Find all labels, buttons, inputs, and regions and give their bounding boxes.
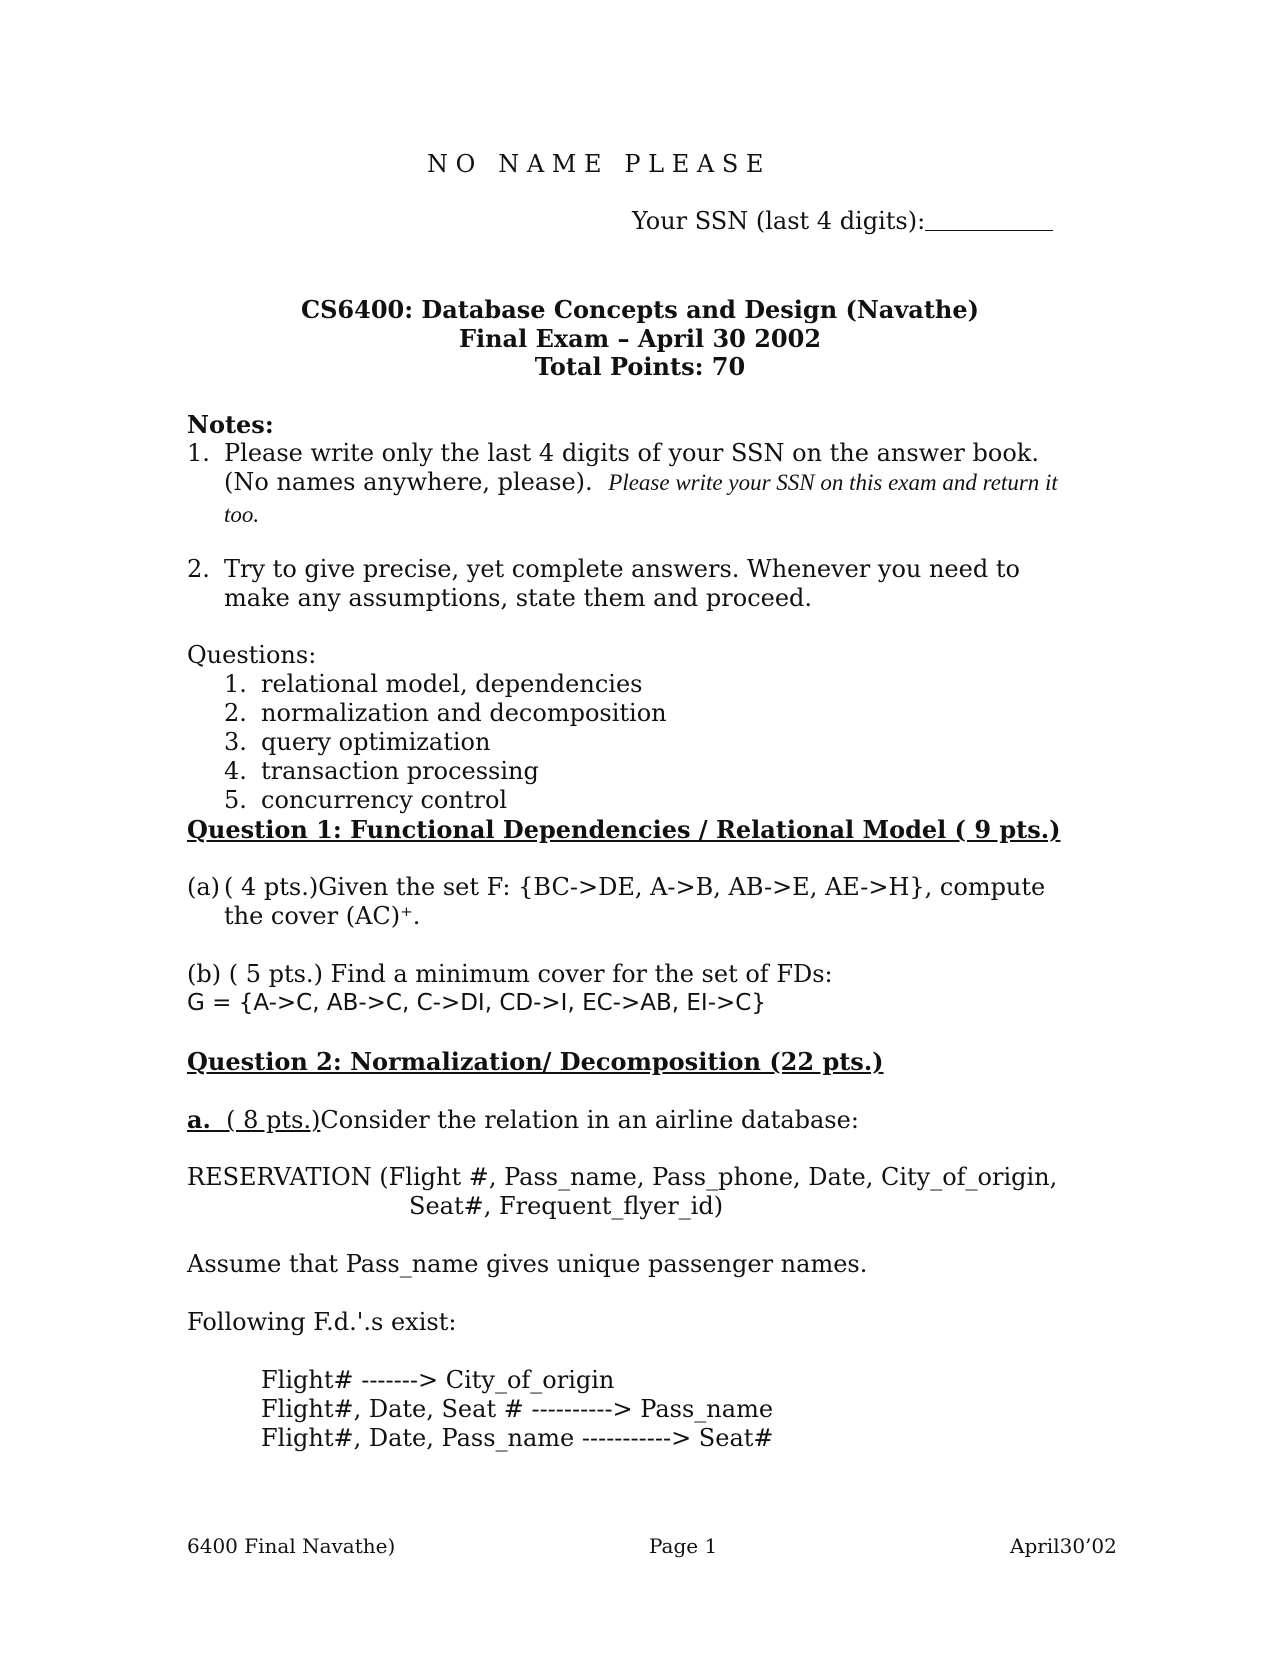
list-item-number: 2.	[224, 699, 247, 727]
q2a-text: Consider the relation in an airline database:	[320, 1106, 859, 1134]
q2a-points: ( 8 pts.)	[210, 1106, 321, 1134]
list-item: Flight#, Date, Seat # ----------> Pass_name	[261, 1395, 774, 1423]
total-points: Total Points: 70	[534, 352, 746, 381]
assumption-text: Assume that Pass_name gives unique passenger names.	[187, 1250, 868, 1278]
list-item: normalization and decomposition	[261, 699, 667, 727]
q1a-label: (a)	[187, 873, 221, 901]
course-title: CS6400: Database Concepts and Design (Navathe)	[300, 295, 980, 324]
list-item-number: 4.	[224, 757, 247, 785]
list-item-number: 1.	[224, 670, 247, 698]
list-item: query optimization	[261, 728, 491, 756]
exam-title: Final Exam – April 30 2002	[458, 324, 822, 353]
no-name-banner: N O N A M E P L E A S E	[427, 150, 764, 178]
list-item: transaction processing	[261, 757, 539, 785]
list-item: concurrency control	[261, 786, 508, 814]
note-2-number: 2.	[187, 555, 210, 583]
ssn-field	[632, 207, 1053, 236]
q2a-label: a.	[187, 1105, 211, 1134]
note-2-line1: Try to give precise, yet complete answers. Whenever you need to	[224, 555, 1020, 583]
relation-schema-line1: RESERVATION (Flight #, Pass_name, Pass_phone, Date, City_of_origin,	[187, 1163, 1058, 1191]
note-1-italic-text: Please write your SSN on this exam and return it	[608, 470, 1058, 495]
notes-heading: Notes:	[187, 410, 274, 439]
note-2-line2: make any assumptions, state them and proceed.	[224, 584, 813, 612]
q2a-line	[187, 1105, 859, 1135]
ssn-blank-line	[925, 208, 1053, 231]
note-1-line3: too.	[224, 502, 260, 527]
question-2-heading: Question 2: Normalization/ Decomposition (22 pts.)	[187, 1047, 884, 1076]
list-item: Flight# -------> City_of_origin	[261, 1366, 615, 1394]
q1b-fd-set: G = {A->C, AB->C, C->DI, CD->I, EC->AB, EI->C}	[187, 990, 766, 1016]
q1a-line1: ( 4 pts.)Given the set F: {BC->DE, A->B, AB->E, AE->H}, compute	[224, 873, 1046, 901]
relation-schema-line2: Seat#, Frequent_flyer_id)	[409, 1192, 724, 1220]
q1a-line2: the cover (AC)⁺.	[224, 902, 421, 930]
footer-left: 6400 Final Navathe)	[187, 1534, 396, 1558]
note-1-line2-text: (No names anywhere, please).	[224, 468, 593, 496]
note-1-line2	[224, 468, 1058, 497]
list-item-number: 3.	[224, 728, 247, 756]
note-1-line1: Please write only the last 4 digits of your SSN on the answer book.	[224, 439, 1039, 467]
ssn-label: Your SSN (last 4 digits):	[632, 207, 926, 235]
question-1-heading: Question 1: Functional Dependencies / Relational Model ( 9 pts.)	[187, 815, 1061, 844]
list-item-number: 5.	[224, 786, 247, 814]
q1b-line1: (b) ( 5 pts.) Find a minimum cover for the set of FDs:	[187, 960, 833, 988]
list-item: Flight#, Date, Pass_name -----------> Seat#	[261, 1424, 774, 1452]
note-1-number: 1.	[187, 439, 210, 467]
list-item: relational model, dependencies	[261, 670, 643, 698]
page-number: Page 1	[649, 1534, 718, 1558]
footer-date: April30’02	[1010, 1534, 1117, 1558]
following-fds-text: Following F.d.'.s exist:	[187, 1308, 457, 1336]
questions-heading: Questions:	[187, 641, 317, 669]
